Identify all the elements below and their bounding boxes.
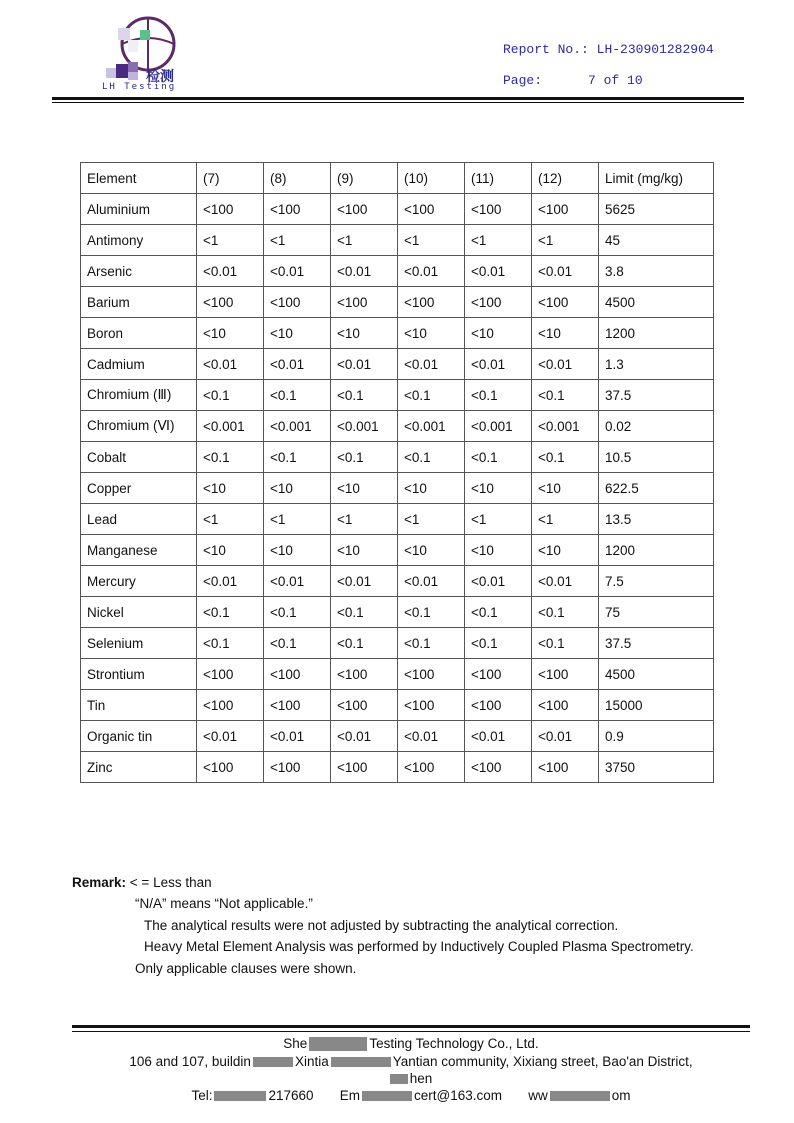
element-name-cell: Strontium — [81, 659, 197, 690]
result-cell: <100 — [398, 194, 465, 225]
result-cell: <100 — [197, 194, 264, 225]
logo-text: LH Testing — [102, 82, 177, 92]
results-table — [80, 162, 714, 783]
element-name-cell: Nickel — [81, 597, 197, 628]
result-cell: <100 — [264, 752, 331, 783]
limit-cell: 5625 — [599, 194, 714, 225]
result-cell: <0.1 — [398, 597, 465, 628]
result-cell: <100 — [465, 194, 532, 225]
table-row — [81, 256, 714, 287]
result-cell: <10 — [398, 473, 465, 504]
result-cell: <1 — [197, 504, 264, 535]
limit-cell: 1200 — [599, 318, 714, 349]
limit-cell: 37.5 — [599, 380, 714, 411]
result-cell: <0.01 — [532, 256, 599, 287]
footer-rule-thin — [72, 1031, 750, 1032]
table-row — [81, 566, 714, 597]
table-row — [81, 318, 714, 349]
element-name-cell: Boron — [81, 318, 197, 349]
table-row — [81, 287, 714, 318]
result-cell: <100 — [398, 659, 465, 690]
table-row — [81, 628, 714, 659]
result-cell: <10 — [398, 535, 465, 566]
table-row — [81, 473, 714, 504]
result-cell: <0.01 — [398, 721, 465, 752]
result-cell: <100 — [465, 690, 532, 721]
redaction-block — [331, 1057, 391, 1067]
page-label: Page: — [503, 73, 543, 88]
email-label: Em — [339, 1088, 361, 1103]
result-cell: <0.01 — [197, 566, 264, 597]
element-name-cell: Cadmium — [81, 349, 197, 380]
result-cell: <10 — [197, 535, 264, 566]
result-cell: <100 — [398, 287, 465, 318]
result-cell: <0.1 — [465, 628, 532, 659]
column-header: (9) — [331, 163, 398, 194]
result-cell: <10 — [532, 473, 599, 504]
element-name-cell: Cobalt — [81, 442, 197, 473]
result-cell: <0.01 — [331, 256, 398, 287]
website-value: om — [611, 1088, 631, 1103]
result-cell: <0.01 — [532, 566, 599, 597]
footer-rule — [72, 1025, 750, 1028]
result-cell: <100 — [465, 752, 532, 783]
column-header: (11) — [465, 163, 532, 194]
redaction-block — [309, 1037, 367, 1051]
result-cell: <0.1 — [532, 380, 599, 411]
result-cell: <100 — [331, 194, 398, 225]
limit-cell: 1200 — [599, 535, 714, 566]
result-cell: <10 — [331, 318, 398, 349]
address-end: Yantian community, Xixiang street, Bao'an District, — [392, 1054, 693, 1069]
result-cell: <1 — [465, 504, 532, 535]
result-cell: <10 — [331, 473, 398, 504]
remark-line: “N/A” means “Not applicable.” — [135, 896, 313, 911]
result-cell: <0.1 — [197, 380, 264, 411]
result-cell: <0.1 — [465, 597, 532, 628]
result-cell: <100 — [197, 752, 264, 783]
result-cell: <0.1 — [197, 442, 264, 473]
result-cell: <0.001 — [398, 411, 465, 442]
result-cell: <1 — [331, 225, 398, 256]
limit-cell: 7.5 — [599, 566, 714, 597]
result-cell: <0.1 — [331, 597, 398, 628]
table-header-row — [81, 163, 714, 194]
limit-cell: 0.9 — [599, 721, 714, 752]
limit-cell: 10.5 — [599, 442, 714, 473]
element-name-cell: Selenium — [81, 628, 197, 659]
table-row — [81, 442, 714, 473]
result-cell: <100 — [532, 659, 599, 690]
table-row — [81, 380, 714, 411]
result-cell: <0.01 — [532, 721, 599, 752]
result-cell: <0.001 — [532, 411, 599, 442]
result-cell: <0.1 — [331, 380, 398, 411]
result-cell: <0.001 — [197, 411, 264, 442]
result-cell: <10 — [465, 473, 532, 504]
limit-cell: 3750 — [599, 752, 714, 783]
element-name-cell: Aluminium — [81, 194, 197, 225]
element-name-cell: Antimony — [81, 225, 197, 256]
result-cell: <0.1 — [264, 380, 331, 411]
result-cell: <10 — [398, 318, 465, 349]
element-name-cell: Chromium (Ⅵ) — [81, 411, 197, 442]
result-cell: <0.01 — [197, 721, 264, 752]
report-number — [503, 42, 714, 57]
report-number-label: Report No.: — [503, 42, 589, 57]
column-header: Limit (mg/kg) — [599, 163, 714, 194]
element-name-cell: Arsenic — [81, 256, 197, 287]
element-name-cell: Lead — [81, 504, 197, 535]
result-cell: <0.01 — [331, 566, 398, 597]
result-cell: <0.1 — [264, 442, 331, 473]
footer-contact — [72, 1088, 750, 1103]
result-cell: <1 — [465, 225, 532, 256]
result-cell: <100 — [331, 752, 398, 783]
column-header: (10) — [398, 163, 465, 194]
result-cell: <0.01 — [465, 256, 532, 287]
result-cell: <0.001 — [465, 411, 532, 442]
table-row — [81, 721, 714, 752]
redaction-block — [214, 1091, 266, 1101]
address-start: 106 and 107, buildin — [129, 1054, 251, 1069]
redaction-block — [362, 1091, 412, 1101]
result-cell: <100 — [197, 690, 264, 721]
limit-cell: 45 — [599, 225, 714, 256]
result-cell: <100 — [331, 287, 398, 318]
remark-line: The analytical results were not adjusted by subtracting the analytical correction. — [144, 918, 619, 933]
city: hen — [409, 1071, 433, 1086]
column-header: (7) — [197, 163, 264, 194]
result-cell: <100 — [264, 287, 331, 318]
tel-value: 217660 — [268, 1088, 314, 1103]
result-cell: <0.1 — [465, 442, 532, 473]
result-cell: <1 — [197, 225, 264, 256]
element-name-cell: Tin — [81, 690, 197, 721]
result-cell: <0.01 — [264, 256, 331, 287]
column-header: Element — [81, 163, 197, 194]
result-cell: <0.01 — [398, 566, 465, 597]
result-cell: <100 — [398, 752, 465, 783]
result-cell: <0.01 — [197, 256, 264, 287]
result-cell: <0.1 — [532, 597, 599, 628]
page-number — [503, 73, 643, 88]
page-value: 7 of 10 — [588, 73, 643, 88]
company-name-end: Testing Technology Co., Ltd. — [369, 1036, 539, 1051]
result-cell: <10 — [465, 318, 532, 349]
limit-cell: 15000 — [599, 690, 714, 721]
table-row — [81, 411, 714, 442]
remark-line: < = Less than — [129, 875, 212, 890]
table-row — [81, 690, 714, 721]
table-row — [81, 225, 714, 256]
header-rule — [52, 97, 744, 100]
limit-cell: 1.3 — [599, 349, 714, 380]
element-name-cell: Manganese — [81, 535, 197, 566]
result-cell: <0.1 — [264, 597, 331, 628]
table-row — [81, 597, 714, 628]
result-cell: <1 — [264, 225, 331, 256]
result-cell: <100 — [532, 690, 599, 721]
result-cell: <1 — [264, 504, 331, 535]
result-cell: <0.1 — [398, 380, 465, 411]
result-cell: <100 — [331, 690, 398, 721]
column-header: (12) — [532, 163, 599, 194]
limit-cell: 37.5 — [599, 628, 714, 659]
result-cell: <10 — [197, 473, 264, 504]
element-name-cell: Chromium (Ⅲ) — [81, 380, 197, 411]
result-cell: <100 — [197, 659, 264, 690]
result-cell: <0.01 — [465, 721, 532, 752]
result-cell: <0.01 — [264, 721, 331, 752]
remark-line: Heavy Metal Element Analysis was performed by Inductively Coupled Plasma Spectrometry. — [144, 939, 694, 954]
redaction-block — [390, 1074, 408, 1084]
limit-cell: 4500 — [599, 287, 714, 318]
column-header: (8) — [264, 163, 331, 194]
result-cell: <100 — [532, 194, 599, 225]
result-cell: <100 — [331, 659, 398, 690]
limit-cell: 13.5 — [599, 504, 714, 535]
result-cell: <0.01 — [398, 256, 465, 287]
result-cell: <1 — [532, 504, 599, 535]
result-cell: <0.1 — [398, 628, 465, 659]
result-cell: <0.1 — [398, 442, 465, 473]
result-cell: <0.1 — [264, 628, 331, 659]
result-cell: <10 — [264, 535, 331, 566]
header-rule-thin — [52, 102, 744, 103]
result-cell: <10 — [465, 535, 532, 566]
result-cell: <0.01 — [398, 349, 465, 380]
element-name-cell: Mercury — [81, 566, 197, 597]
website-label: ww — [528, 1088, 548, 1103]
result-cell: <100 — [264, 659, 331, 690]
logo-chinese-text: 检测 — [146, 69, 174, 85]
limit-cell: 4500 — [599, 659, 714, 690]
element-name-cell: Organic tin — [81, 721, 197, 752]
element-name-cell: Barium — [81, 287, 197, 318]
table-row — [81, 752, 714, 783]
result-cell: <0.1 — [465, 380, 532, 411]
result-cell: <100 — [398, 690, 465, 721]
result-cell: <0.1 — [331, 628, 398, 659]
remark-label: Remark: — [72, 875, 127, 890]
redaction-block — [550, 1091, 610, 1101]
footer-city — [72, 1071, 750, 1086]
table-row — [81, 194, 714, 225]
report-number-value: LH-230901282904 — [596, 42, 714, 57]
result-cell: <100 — [264, 194, 331, 225]
result-cell: <0.01 — [264, 566, 331, 597]
result-cell: <100 — [465, 287, 532, 318]
result-cell: <1 — [532, 225, 599, 256]
result-cell: <0.1 — [197, 597, 264, 628]
result-cell: <0.1 — [532, 442, 599, 473]
table-row — [81, 349, 714, 380]
result-cell: <0.01 — [264, 349, 331, 380]
tel-label: Tel: — [191, 1088, 213, 1103]
result-cell: <0.01 — [197, 349, 264, 380]
limit-cell: 622.5 — [599, 473, 714, 504]
result-cell: <0.01 — [331, 721, 398, 752]
table-row — [81, 504, 714, 535]
result-cell: <0.1 — [331, 442, 398, 473]
result-cell: <0.01 — [532, 349, 599, 380]
company-name-start: She — [283, 1036, 308, 1051]
element-name-cell: Copper — [81, 473, 197, 504]
result-cell: <10 — [331, 535, 398, 566]
footer-company — [72, 1036, 750, 1051]
result-cell: <1 — [398, 504, 465, 535]
table-row — [81, 659, 714, 690]
address-middle: Xintia — [294, 1054, 329, 1069]
result-cell: <100 — [532, 287, 599, 318]
result-cell: <1 — [398, 225, 465, 256]
footer-address — [72, 1054, 750, 1069]
result-cell: <10 — [532, 535, 599, 566]
remark-line: Only applicable clauses were shown. — [135, 961, 357, 976]
limit-cell: 3.8 — [599, 256, 714, 287]
result-cell: <10 — [197, 318, 264, 349]
result-cell: <10 — [264, 473, 331, 504]
result-cell: <0.01 — [465, 566, 532, 597]
result-cell: <10 — [532, 318, 599, 349]
result-cell: <0.01 — [331, 349, 398, 380]
result-cell: <0.1 — [197, 628, 264, 659]
result-cell: <100 — [532, 752, 599, 783]
limit-cell: 75 — [599, 597, 714, 628]
result-cell: <10 — [264, 318, 331, 349]
result-cell: <100 — [197, 287, 264, 318]
result-cell: <100 — [264, 690, 331, 721]
limit-cell: 0.02 — [599, 411, 714, 442]
element-name-cell: Zinc — [81, 752, 197, 783]
result-cell: <0.001 — [264, 411, 331, 442]
result-cell: <0.001 — [331, 411, 398, 442]
result-cell: <1 — [331, 504, 398, 535]
email-value: cert@163.com — [414, 1088, 503, 1103]
result-cell: <100 — [465, 659, 532, 690]
result-cell: <0.1 — [532, 628, 599, 659]
redaction-block — [253, 1057, 293, 1067]
table-row — [81, 535, 714, 566]
result-cell: <0.01 — [465, 349, 532, 380]
